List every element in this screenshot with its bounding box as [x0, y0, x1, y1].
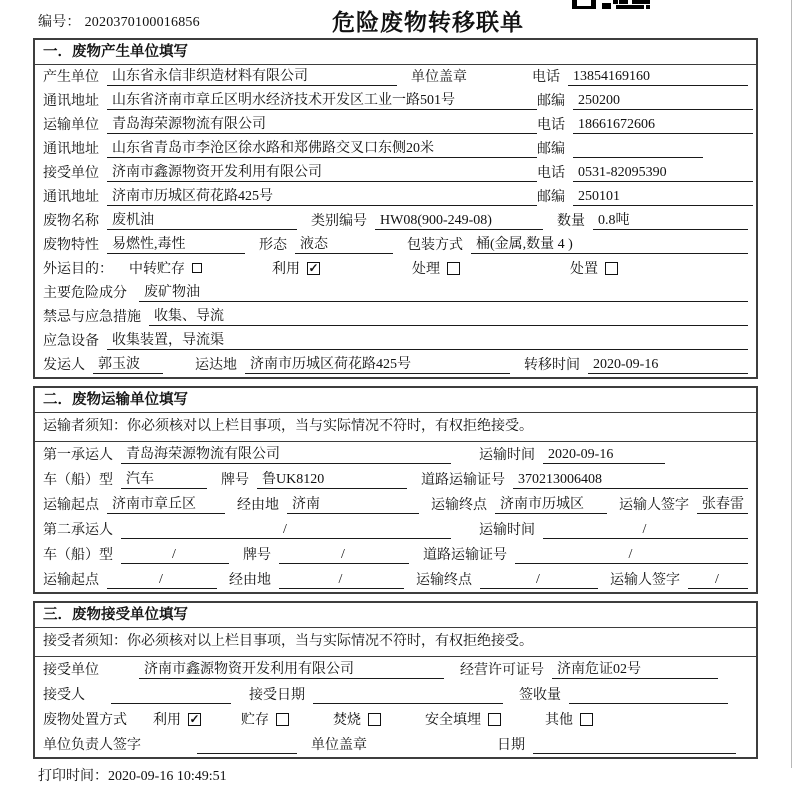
- row-receiver: [35, 161, 756, 185]
- vehicle-label: 车（船）型: [43, 548, 113, 563]
- origin-label: 运输起点: [43, 498, 99, 513]
- waste-name-value: 废机油: [107, 209, 297, 230]
- chief-sign-label: 单位负责人签字: [43, 738, 141, 753]
- section-producer: [33, 38, 758, 379]
- row-route2: [35, 567, 756, 592]
- serial-label: 编号：: [38, 15, 81, 30]
- address-label: 通讯地址: [43, 142, 99, 157]
- row-waste-characteristics: [35, 233, 756, 257]
- producer-value: 山东省永信非织造材料有限公司: [107, 65, 397, 86]
- category-label: 类别编号: [311, 214, 367, 229]
- row-route1: [35, 492, 756, 517]
- carrier-sign2-value: /: [688, 572, 748, 589]
- shipper-value: 郭玉波: [93, 353, 163, 374]
- date-label: 日期: [497, 738, 525, 753]
- category-value: HW08(900-249-08): [375, 213, 543, 230]
- row-vehicle1: [35, 467, 756, 492]
- row-disposal-method: [35, 707, 756, 732]
- taboo-label: 禁忌与应急措施: [43, 310, 141, 325]
- permit-label: 经营许可证号: [460, 663, 544, 678]
- row-first-carrier: [35, 442, 756, 467]
- chief-sign-value: [197, 737, 297, 754]
- date-value: [533, 737, 736, 754]
- transporter-zip-value: [573, 141, 703, 158]
- plate-label: 牌号: [243, 548, 271, 563]
- option-label: 安全填埋: [425, 713, 481, 728]
- purpose-label: 外运目的：: [43, 262, 113, 277]
- row-shipper: [35, 353, 756, 377]
- transport-time-label: 运输时间: [479, 448, 535, 463]
- hazard-label: 主要危险成分: [43, 286, 127, 301]
- checkbox: [605, 262, 618, 275]
- producer-phone-value: 13854169160: [568, 69, 748, 86]
- row-taboo-measures: [35, 305, 756, 329]
- accept-date-value: [313, 687, 503, 704]
- plate2-value: /: [279, 547, 409, 564]
- via1-value: 济南: [287, 493, 419, 514]
- checkbox-checked: ✓: [308, 260, 319, 275]
- road-license-label: 道路运输证号: [421, 473, 505, 488]
- via-label: 经由地: [229, 573, 271, 588]
- disposal-option-incinerate: [333, 709, 381, 729]
- road-license-label: 道路运输证号: [423, 548, 507, 563]
- accept-unit-value: 济南市鑫源物资开发利用有限公司: [139, 658, 444, 679]
- row-transporter-address: [35, 137, 756, 161]
- road-license2-value: /: [515, 547, 748, 564]
- checkbox: [368, 713, 381, 726]
- row-receiver-address: [35, 185, 756, 209]
- section2-title: 二．废物运输单位填写: [35, 388, 756, 413]
- road-license1-value: 370213006408: [513, 472, 748, 489]
- receipt-qty-label: 签收量: [519, 688, 561, 703]
- row-emergency-equipment: [35, 329, 756, 353]
- checkbox: [447, 262, 460, 275]
- checkbox-checked: ✓: [189, 711, 200, 726]
- disposal-option-storage: [241, 709, 289, 729]
- print-time-label: 打印时间：: [38, 769, 108, 784]
- shipper-label: 发运人: [43, 358, 85, 373]
- checkbox: [192, 263, 202, 273]
- option-label: 利用: [153, 713, 181, 728]
- waste-name-label: 废物名称: [43, 214, 99, 229]
- plate1-value: 鲁UK8120: [257, 468, 407, 489]
- zip-label: 邮编: [537, 190, 565, 205]
- section3-title: 三．废物接受单位填写: [35, 603, 756, 628]
- terminus1-value: 济南市历城区: [495, 493, 607, 514]
- section1-title: 一．废物产生单位填写: [35, 40, 756, 65]
- carrier2-value: /: [121, 522, 451, 539]
- destination-label: 运达地: [195, 358, 237, 373]
- receiver-address-value: 济南市历城区荷花路425号: [107, 185, 537, 206]
- receiver-value: 济南市鑫源物资开发利用有限公司: [107, 161, 537, 182]
- seal-label: 单位盖章: [311, 738, 367, 753]
- receiver-label: 接受单位: [43, 166, 99, 181]
- serial-value: 2020370100016856: [84, 15, 200, 30]
- print-time-value: 2020-09-16 10:49:51: [108, 769, 227, 784]
- destination-value: 济南市历城区荷花路425号: [245, 353, 510, 374]
- purpose-option-transfer-storage: [129, 258, 202, 278]
- equipment-value: 收集装置，导流渠: [107, 329, 748, 350]
- qr-code-partial: [572, 0, 650, 10]
- row-chief-signature: [35, 732, 756, 757]
- disposal-label: 废物处置方式: [43, 713, 127, 728]
- disposal-option-utilize: [153, 709, 201, 729]
- row-purpose: [35, 257, 756, 281]
- vehicle2-value: /: [121, 547, 229, 564]
- packing-label: 包装方式: [407, 238, 463, 253]
- vehicle1-value: 汽车: [121, 468, 207, 489]
- permit-value: 济南危证02号: [552, 658, 718, 679]
- taboo-value: 收集、导流: [149, 305, 748, 326]
- row-waste-name: [35, 209, 756, 233]
- option-label: 利用: [272, 262, 300, 277]
- purpose-option-treat: [412, 258, 460, 278]
- disposal-option-other: [545, 709, 593, 729]
- document-header: [0, 0, 796, 38]
- vehicle-label: 车（船）型: [43, 473, 113, 488]
- producer-address-value: 山东省济南市章丘区明水经济技术开发区工业一路501号: [107, 89, 537, 110]
- page-title: 危险废物转移联单: [332, 9, 524, 35]
- zip-label: 邮编: [537, 94, 565, 109]
- purpose-option-dispose: [570, 258, 618, 278]
- plate-label: 牌号: [221, 473, 249, 488]
- disposal-option-landfill: [425, 709, 501, 729]
- transport-time-label: 运输时间: [479, 523, 535, 538]
- section-transporter: [33, 386, 758, 594]
- terminus-label: 运输终点: [431, 498, 487, 513]
- packing-value: 桶(金属,数量 4 ): [471, 233, 748, 254]
- phone-label: 电话: [537, 118, 565, 133]
- receiver-phone-value: 0531-82095390: [573, 165, 753, 182]
- address-label: 通讯地址: [43, 190, 99, 205]
- terminus2-value: /: [480, 572, 598, 589]
- transfer-time-value: 2020-09-16: [588, 357, 748, 374]
- transport-time1-value: 2020-09-16: [543, 447, 665, 464]
- equipment-label: 应急设备: [43, 334, 99, 349]
- checkbox: [276, 713, 289, 726]
- accept-unit-label: 接受单位: [43, 663, 99, 678]
- carrier1-label: 第一承运人: [43, 448, 113, 463]
- transporter-value: 青岛海荣源物流有限公司: [107, 113, 537, 134]
- page-edge-line: [791, 0, 792, 768]
- accept-date-label: 接受日期: [249, 688, 305, 703]
- carrier-sign-label: 运输人签字: [610, 573, 680, 588]
- option-label: 贮存: [241, 713, 269, 728]
- origin-label: 运输起点: [43, 573, 99, 588]
- via2-value: /: [279, 572, 404, 589]
- phone-label: 电话: [537, 166, 565, 181]
- serial-number: [38, 11, 200, 31]
- zip-label: 邮编: [537, 142, 565, 157]
- characteristics-label: 废物特性: [43, 238, 99, 253]
- option-label: 中转贮存: [129, 262, 185, 277]
- purpose-option-utilize: [272, 258, 320, 278]
- via-label: 经由地: [237, 498, 279, 513]
- row-accept-unit: [35, 657, 756, 682]
- seal-label: 单位盖章: [411, 70, 467, 85]
- carrier1-value: 青岛海荣源物流有限公司: [121, 443, 451, 464]
- section-receiver: [33, 601, 758, 759]
- transporter-label: 运输单位: [43, 118, 99, 133]
- producer-zip-value: 250200: [573, 93, 753, 110]
- row-vehicle2: [35, 542, 756, 567]
- row-acceptor: [35, 682, 756, 707]
- option-label: 焚烧: [333, 713, 361, 728]
- terminus-label: 运输终点: [416, 573, 472, 588]
- checkbox: [488, 713, 501, 726]
- form-value: 液态: [295, 233, 393, 254]
- quantity-value: 0.8吨: [593, 209, 748, 230]
- carrier-sign-label: 运输人签字: [619, 498, 689, 513]
- transporter-notice: 运输者须知：你必须核对以上栏目事项，当与实际情况不符时，有权拒绝接受。: [35, 413, 756, 442]
- row-second-carrier: [35, 517, 756, 542]
- row-transporter: [35, 113, 756, 137]
- producer-label: 产生单位: [43, 70, 99, 85]
- form-label: 形态: [259, 238, 287, 253]
- carrier2-label: 第二承运人: [43, 523, 113, 538]
- option-label: 处理: [412, 262, 440, 277]
- row-hazard-components: [35, 281, 756, 305]
- transport-time2-value: /: [543, 522, 748, 539]
- carrier-sign1-value: 张春雷: [697, 493, 748, 514]
- phone-label: 电话: [532, 70, 560, 85]
- receiver-zip-value: 250101: [573, 189, 753, 206]
- row-producer-address: [35, 89, 756, 113]
- hazard-value: 废矿物油: [139, 281, 748, 302]
- row-producer: [35, 65, 756, 89]
- option-label: 其他: [545, 713, 573, 728]
- checkbox: [580, 713, 593, 726]
- transporter-phone-value: 18661672606: [573, 117, 753, 134]
- origin1-value: 济南市章丘区: [107, 493, 225, 514]
- transfer-time-label: 转移时间: [524, 358, 580, 373]
- print-time: [38, 765, 796, 785]
- characteristics-value: 易燃性,毒性: [107, 233, 245, 254]
- acceptor-label: 接受人: [43, 688, 85, 703]
- address-label: 通讯地址: [43, 94, 99, 109]
- quantity-label: 数量: [557, 214, 585, 229]
- receipt-qty-value: [569, 687, 728, 704]
- origin2-value: /: [107, 572, 217, 589]
- receiver-notice: 接受者须知：你必须核对以上栏目事项，当与实际情况不符时，有权拒绝接受。: [35, 628, 756, 657]
- acceptor-value: [111, 687, 231, 704]
- option-label: 处置: [570, 262, 598, 277]
- transporter-address-value: 山东省青岛市李沧区徐水路和郑佛路交叉口东侧20米: [107, 137, 537, 158]
